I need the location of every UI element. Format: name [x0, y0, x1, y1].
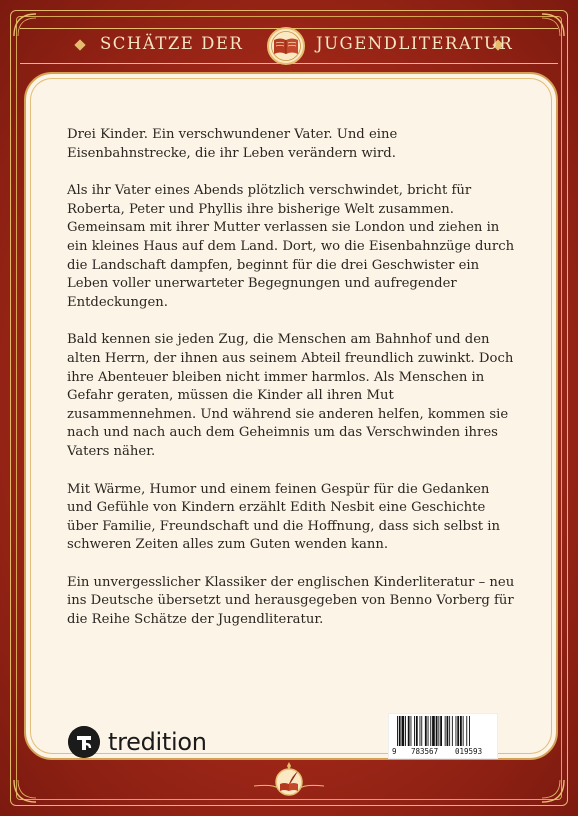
- barcode: [389, 714, 497, 748]
- quill-book-icon: [252, 758, 326, 800]
- barcode-digit-group: 783567: [411, 747, 439, 756]
- barcode-bar: [436, 716, 438, 746]
- barcode-bar: [466, 716, 467, 746]
- barcode-bar: [463, 716, 464, 746]
- barcode-bar: [457, 716, 459, 746]
- barcode-bar: [420, 716, 421, 746]
- series-banner: [20, 24, 558, 68]
- barcode-bar: [416, 716, 418, 746]
- blurb-paragraph: Drei Kinder. Ein verschwundener Vater. Und eine Eisenbahnstrecke, die ihr Leben verändern wird.: [67, 127, 398, 161]
- barcode-bar: [438, 716, 439, 746]
- blurb-paragraph: Als ihr Vater eines Abends plötzlich verschwindet, bricht für Roberta, Peter und Phyllis ihre bisherige Welt zusammen. Gemeinsam mit ihrer Mutter verlassen sie London und ziehen in ein kleines Haus auf dem Land. Dort, wo die Eisenbahnzüge durch die Landschaft dampfen, beginnt für die drei Geschwister ein Leben voller unerwarteter Begegnungen und aufregender Entdeckungen.: [67, 183, 515, 310]
- barcode-bar: [408, 716, 410, 746]
- barcode-bar: [430, 716, 431, 746]
- barcode-bar: [432, 716, 435, 746]
- publisher-logo: [68, 726, 207, 758]
- barcode-bar: [460, 716, 462, 746]
- book-icon: [262, 26, 310, 66]
- barcode-digit-group: 019593: [455, 747, 483, 756]
- barcode-digit-prefix: 9: [392, 747, 397, 756]
- publisher-name: tredition: [108, 728, 207, 756]
- barcode-bar: [440, 716, 442, 746]
- barcode-bar: [469, 716, 470, 746]
- barcode-bar: [399, 716, 401, 746]
- series-title-left: SCHÄTZE DER: [100, 34, 244, 53]
- barcode-bar: [449, 716, 450, 746]
- barcode-bar: [411, 716, 412, 746]
- blurb-paragraph: Ein unvergesslicher Klassiker der englischen Kinderliteratur – neu ins Deutsche übersetzt und herausgegeben von Benno Vorberg für die Reihe Schätze der Jugendliteratur.: [67, 574, 515, 628]
- isbn-barcode: [388, 713, 498, 759]
- series-title-right: JUGENDLITERATUR: [316, 34, 514, 53]
- blurb: [67, 126, 517, 649]
- tredition-logo-icon: [68, 726, 100, 758]
- barcode-bar: [402, 716, 405, 746]
- barcode-bar: [414, 716, 415, 746]
- barcode-digits: [389, 747, 497, 757]
- barcode-bar: [445, 716, 446, 746]
- blurb-paragraph: Bald kennen sie jeden Zug, die Menschen am Bahnhof und den alten Herrn, der ihnen aus seinem Abteil freundlich zuwinkt. Doch ihre Abenteuer bleiben nicht immer harmlos. Als Menschen in Gefahr geraten, müssen die Kinder all ihren Mut zusammennehmen. Und während sie anderen helfen, kommen sie nach und nach auch dem Geheimnis um das Verschwinden ihres Vaters näher.: [67, 332, 514, 459]
- barcode-bar: [405, 716, 406, 746]
- barcode-bar: [447, 716, 449, 746]
- blurb-paragraph: Mit Wärme, Humor und einem feinen Gespür für die Gedanken und Gefühle von Kindern erzählt Edith Nesbit eine Geschichte über Familie, Freundschaft und die Hoffnung, dass sich selbst in schweren Zeiten alles zum Guten wenden kann.: [67, 481, 500, 553]
- barcode-bar: [428, 716, 429, 746]
- diamond-ornament: [74, 39, 85, 50]
- barcode-bar: [421, 716, 422, 746]
- corner-ornament-icon: [12, 778, 38, 804]
- barcode-bar: [397, 716, 398, 746]
- corner-ornament-icon: [540, 778, 566, 804]
- barcode-bar: [452, 716, 453, 746]
- barcode-bar: [456, 716, 457, 746]
- barcode-bar: [425, 716, 427, 746]
